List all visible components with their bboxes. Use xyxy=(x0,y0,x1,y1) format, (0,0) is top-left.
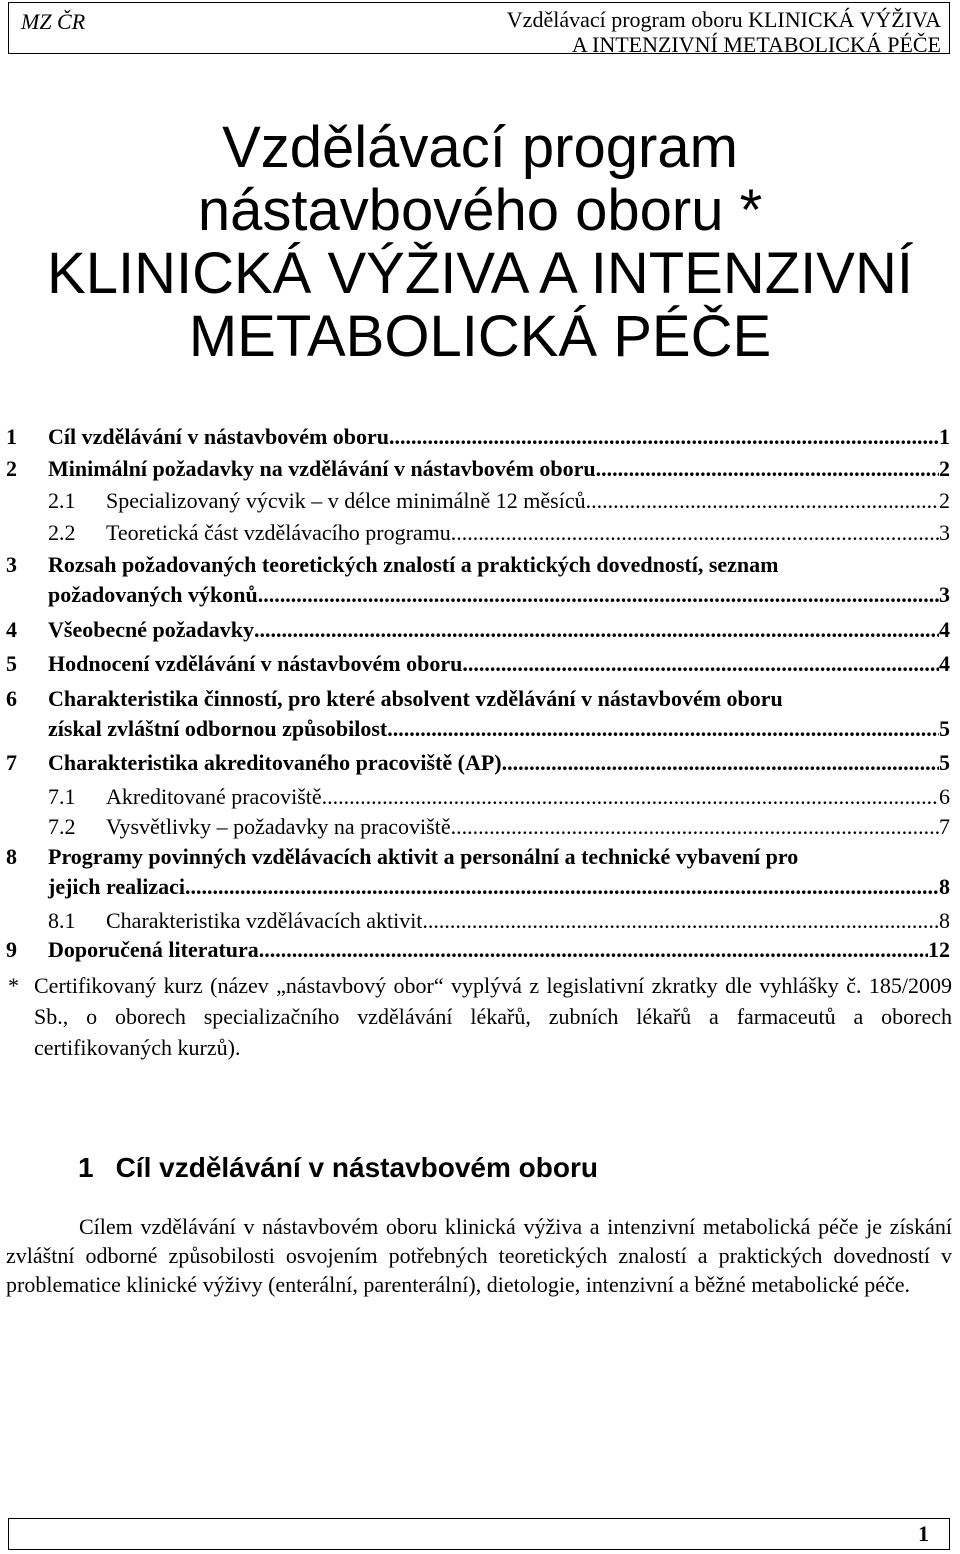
toc-number: 7.2 xyxy=(48,814,76,839)
toc-page: 6 xyxy=(939,784,950,809)
toc-entry[interactable] xyxy=(0,748,960,778)
toc-entry[interactable] xyxy=(0,812,960,842)
section-paragraph: Cílem vzdělávání v nástavbovém oboru klinická výživa a intenzivní metabolická péče je získání zvláštní odborné způsobilosti osvojením potřebných teoretických znalostí a praktických dovedností v problematice klinické výživy (enterální, parenterální), dietologie, intenzivní a běžné metabolické péče. xyxy=(6,1214,952,1297)
toc-entry[interactable] xyxy=(0,486,960,516)
toc-label: Charakteristika činností, pro které absolvent vzdělávání v nástavbovém oboru xyxy=(48,686,783,711)
toc-number: 7 xyxy=(6,750,17,775)
toc-number: 2.2 xyxy=(48,520,76,545)
toc-page: 3 xyxy=(939,520,950,545)
toc-page: 5 xyxy=(939,716,950,741)
title-line-4: METABOLICKÁ PÉČE xyxy=(188,304,772,369)
toc-number: 5 xyxy=(6,651,17,676)
section-title: Cíl vzdělávání v nástavbovém oboru xyxy=(115,1152,598,1183)
toc-label: Specializovaný výcvik – v délce minimálně 12 měsíců xyxy=(106,488,586,513)
toc-label: Doporučená literatura xyxy=(48,937,259,962)
toc-label: Teoretická část vzdělávacího programu xyxy=(106,520,451,545)
page-header xyxy=(8,2,950,57)
header-title-line-1: Vzdělávací program oboru KLINICKÁ VÝŽIVA xyxy=(506,7,941,32)
toc-entry[interactable] xyxy=(0,906,960,936)
toc-entry[interactable] xyxy=(0,454,960,484)
page-number: 1 xyxy=(918,1521,929,1546)
toc-page: 2 xyxy=(939,456,950,481)
header-title-line-2: A INTENZIVNÍ METABOLICKÁ PÉČE xyxy=(571,32,941,57)
toc-label: Akreditované pracoviště xyxy=(106,784,322,809)
toc-entry[interactable] xyxy=(0,649,960,679)
toc-entry[interactable] xyxy=(0,615,960,645)
toc-label: Charakteristika akreditovaného pracoviště (AP) xyxy=(48,750,502,775)
toc-entry[interactable] xyxy=(0,782,960,812)
toc-label: Hodnocení vzdělávání v nástavbovém oboru xyxy=(48,651,463,676)
toc-entry[interactable] xyxy=(0,935,960,965)
toc-label: Rozsah požadovaných teoretických znalostí a praktických dovedností, seznam xyxy=(48,552,779,577)
toc-label: Vysvětlivky – požadavky na pracoviště xyxy=(106,814,451,839)
toc-label-continuation: požadovaných výkonů xyxy=(48,582,258,607)
toc-page: 1 xyxy=(939,424,950,449)
toc-entry-continuation[interactable] xyxy=(0,580,960,610)
toc-entry[interactable] xyxy=(0,422,960,452)
toc-number: 9 xyxy=(6,937,17,962)
title-line-1: Vzdělávací program xyxy=(222,115,738,180)
footnote-marker: * xyxy=(8,973,19,998)
toc-page: 8 xyxy=(939,874,950,899)
toc-page: 12 xyxy=(928,937,950,962)
toc-entry-continuation[interactable] xyxy=(0,872,960,902)
toc-number: 8.1 xyxy=(48,908,76,933)
toc-number: 7.1 xyxy=(48,784,76,809)
toc-page: 4 xyxy=(939,651,950,676)
toc-number: 6 xyxy=(6,686,17,711)
toc-label: Všeobecné požadavky xyxy=(48,617,254,642)
header-ministry: MZ ČR xyxy=(21,9,86,34)
toc-page: 7 xyxy=(939,814,950,839)
toc-number: 8 xyxy=(6,844,17,869)
toc-page: 3 xyxy=(939,582,950,607)
toc-page: 2 xyxy=(939,488,950,513)
toc-entry[interactable] xyxy=(0,842,960,872)
toc-label-continuation: jejich realizaci xyxy=(48,874,186,899)
toc-label: Programy povinných vzdělávacích aktivit a personální a technické vybavení pro xyxy=(48,844,799,869)
header-document-title xyxy=(507,7,941,57)
page-footer xyxy=(8,1518,950,1550)
section-heading xyxy=(78,1152,598,1184)
title-line-3: KLINICKÁ VÝŽIVA A INTENZIVNÍ xyxy=(47,241,913,306)
toc-number: 4 xyxy=(6,617,17,642)
section-number: 1 xyxy=(78,1152,94,1183)
toc-entry[interactable] xyxy=(0,684,960,714)
toc-label: Cíl vzdělávání v nástavbovém oboru xyxy=(48,424,390,449)
footnote-text: Certifikovaný kurz (název „nástavbový obor“ vyplývá z legislativní zkratky dle vyhlášky č. 185/2009 Sb., o oborech specializačního vzdělávání lékařů, zubních lékařů a farmaceutů a oborech certifikovaných kurzů). xyxy=(34,973,952,1060)
toc-number: 2.1 xyxy=(48,488,76,513)
toc-entry[interactable] xyxy=(0,518,960,548)
toc-label: Minimální požadavky na vzdělávání v nástavbovém oboru xyxy=(48,456,596,481)
toc-label: Charakteristika vzdělávacích aktivit xyxy=(106,908,423,933)
toc-number: 1 xyxy=(6,424,17,449)
toc-number: 3 xyxy=(6,552,17,577)
toc-entry[interactable] xyxy=(0,550,960,580)
toc-page: 5 xyxy=(939,750,950,775)
toc-number: 2 xyxy=(6,456,17,481)
toc-entry-continuation[interactable] xyxy=(0,714,960,744)
toc-page: 4 xyxy=(939,617,950,642)
toc-page: 8 xyxy=(939,908,950,933)
toc-label-continuation: získal zvláštní odbornou způsobilost xyxy=(48,716,388,741)
document-title xyxy=(0,116,960,368)
title-line-2: nástavbového oboru * xyxy=(197,178,763,243)
